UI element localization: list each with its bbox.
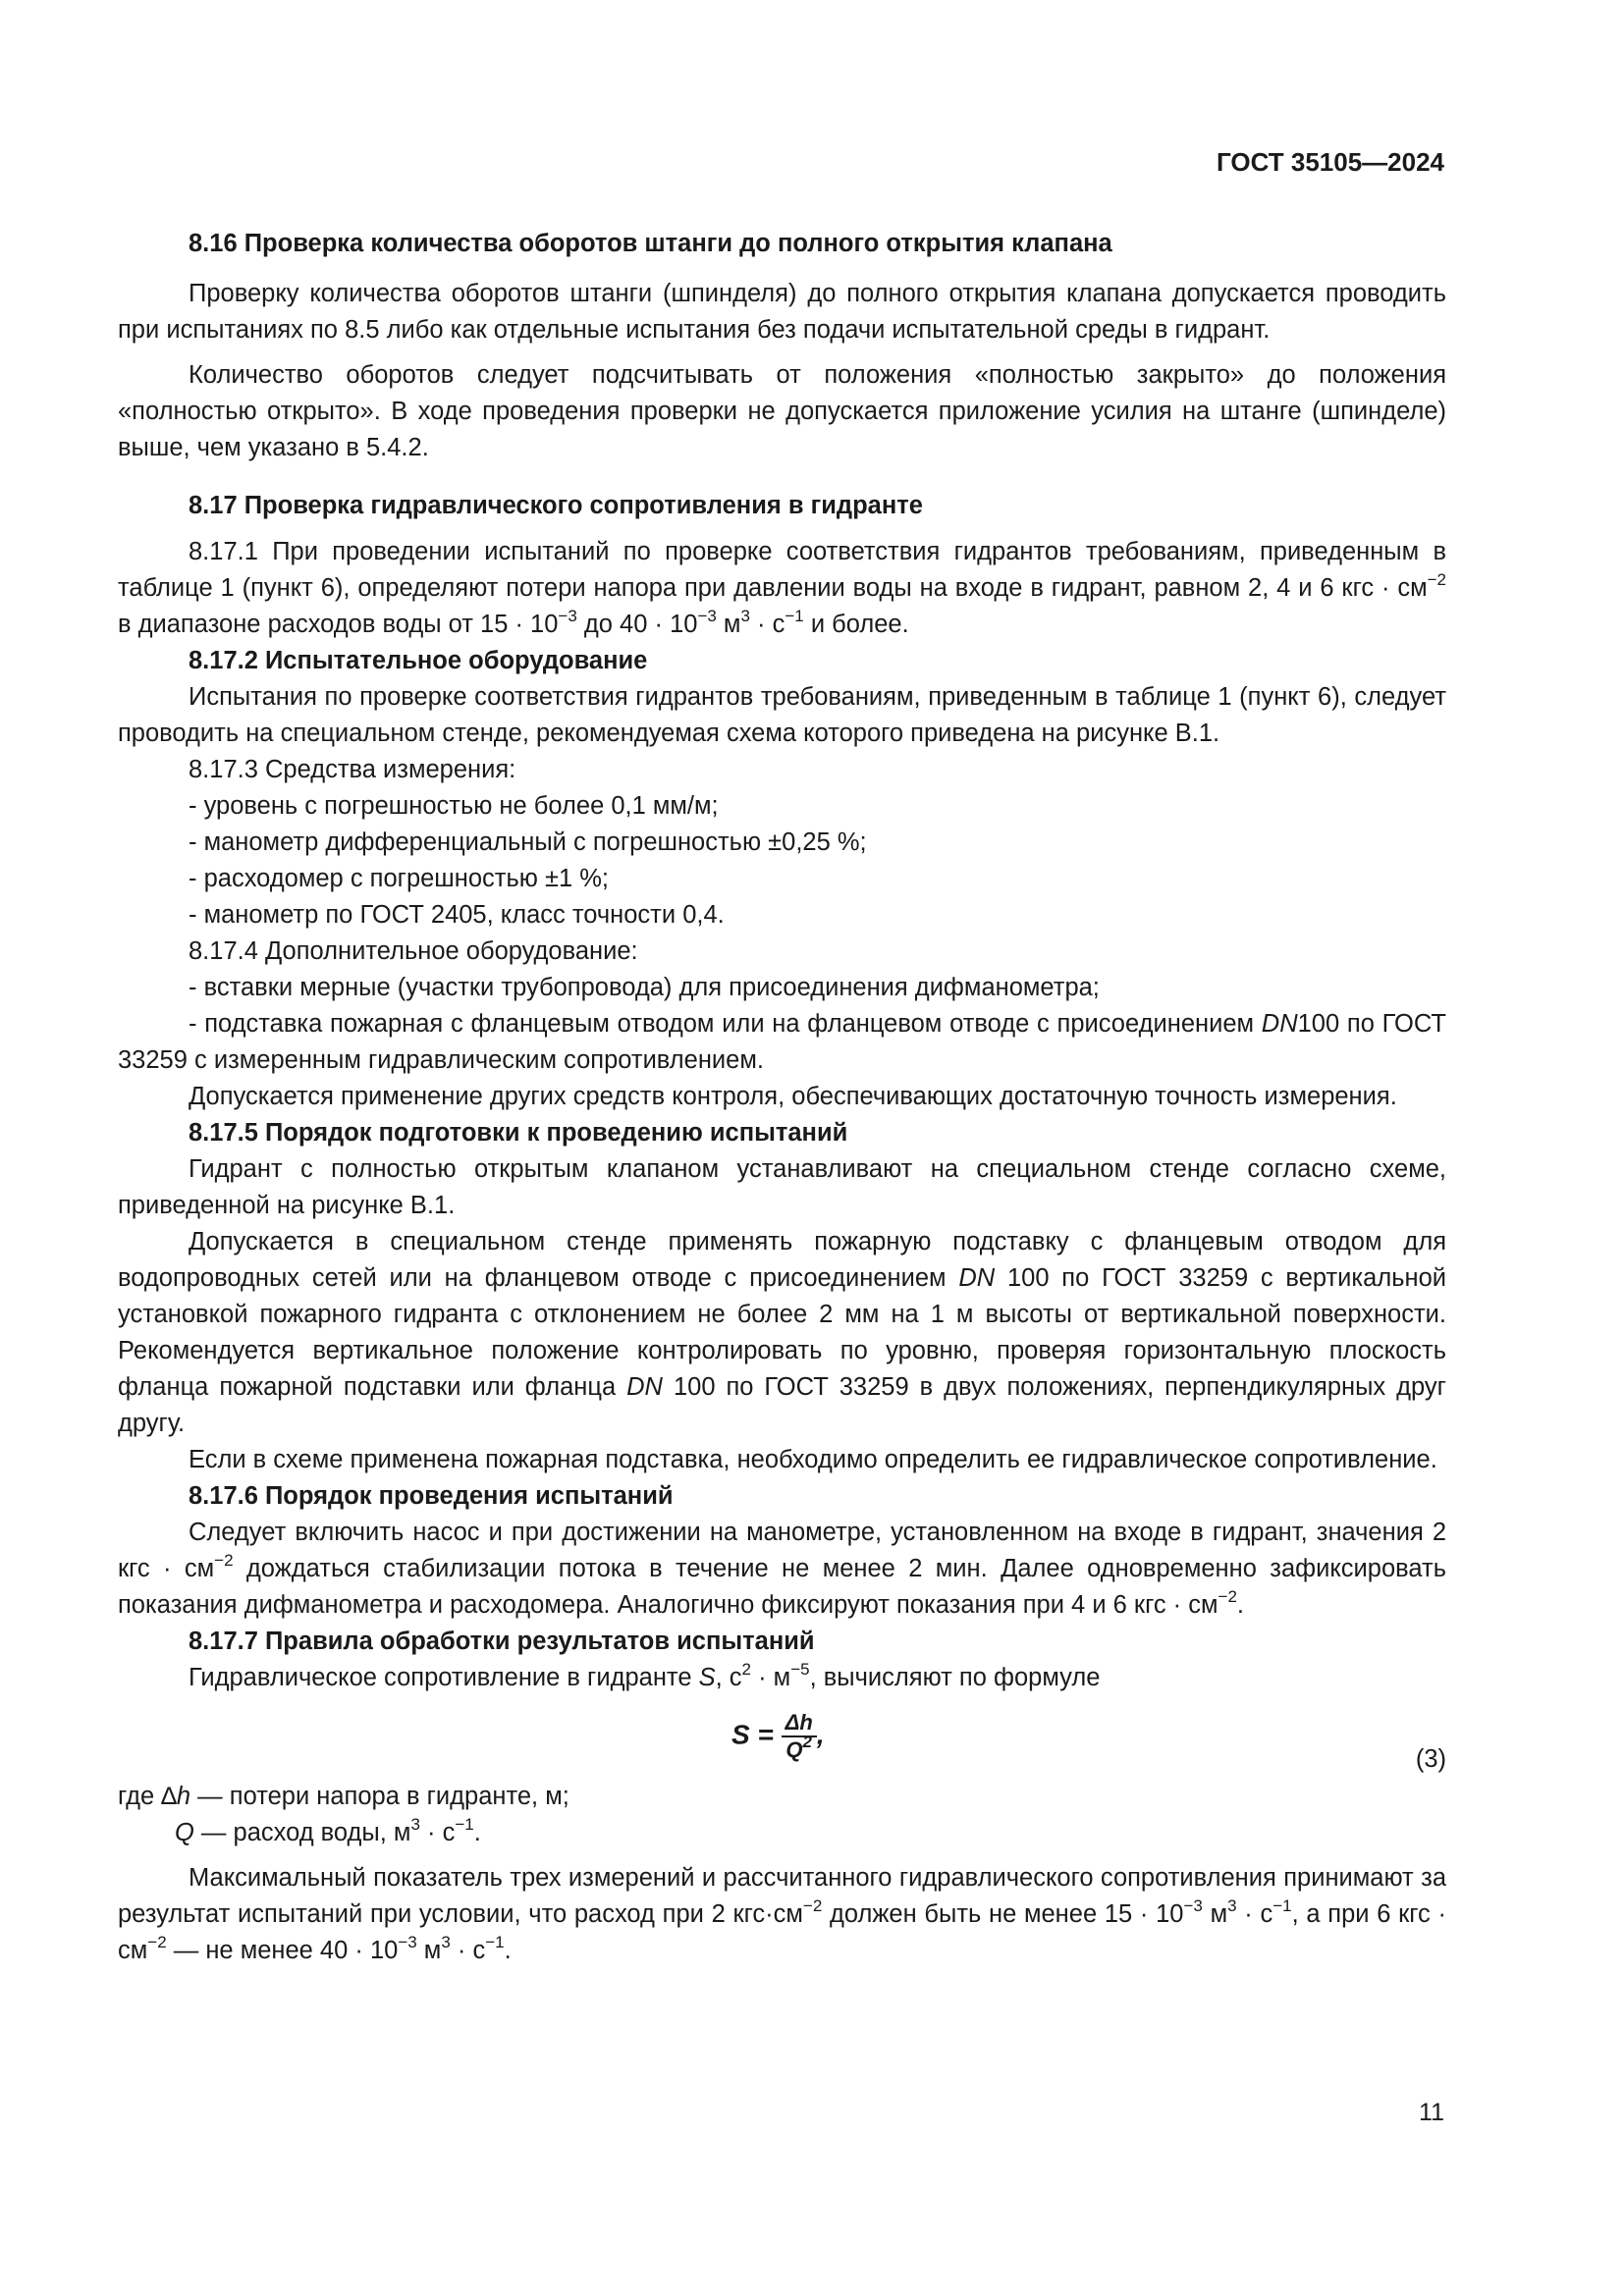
formula-comma: , (816, 1719, 825, 1750)
paragraph-8-17-1: 8.17.1 При проведении испытаний по проверке соответствия гидрантов требованиям, приведенным в таблице 1 (пункт 6), определяют потери напора при давлении воды на входе в гидрант, равном 2, 4 и 6 кгс · $см^{-2}$ в диапазоне расходов воды от $15 \cdot 10^{-3}$ до $40 \cdot 10^{-3}$ $м^3 \cdot с^{-1}$ и более. (118, 538, 1446, 638)
paragraph: Допускается применение других средств контроля, обеспечивающих достаточную точность измерения. (189, 1083, 1397, 1110)
paragraph: Проверку количества оборотов штанги (шпинделя) до полного открытия клапана допускается проводить при испытаниях по 8.5 либо как отдельные испытания без подачи испытательной среды в гидрант. (118, 280, 1446, 344)
document-body (118, 226, 1446, 1969)
list-item: - манометр дифференциальный с погрешностью ±0,25 %; (189, 828, 867, 856)
paragraph: Допускается в специальном стенде применять пожарную подставку с фланцевым отводом для водопроводных сетей или на фланцевом отводе с присоединением DN 100 по ГОСТ 33259 с вертикальной установкой пожарного гидранта с отклонением не более 2 мм на 1 м высоты от вертикальной поверхности. Рекомендуется вертикальное положение контролировать по уровню, проверяя горизонтальную плоскость фланца пожарной подставки или фланца DN 100 по ГОСТ 33259 в двух положениях, перпендикулярных друг другу. (118, 1228, 1446, 1437)
formula-lhs: S = (731, 1719, 774, 1750)
paragraph: Испытания по проверке соответствия гидрантов требованиям, приведенным в таблице 1 (пункт 6), следует проводить на специальном стенде, рекомендуемая схема которого приведена на рисунке В.1. (118, 683, 1446, 747)
subsection-8-17-6-title: 8.17.6 Порядок проведения испытаний (189, 1482, 674, 1510)
subsection-8-17-3-title: 8.17.3 Средства измерения: (189, 756, 516, 783)
subsection-8-17-7-title: 8.17.7 Правила обработки результатов испытаний (189, 1628, 815, 1655)
list-item: - вставки мерные (участки трубопровода) для присоединения дифманометра; (189, 974, 1100, 1001)
paragraph: Гидравлическое сопротивление в гидранте S, $с^2 \cdot м^{-5}$, вычисляют по формуле (189, 1659, 1101, 1691)
formula-legend-q: Q — расход воды, $м^3 \cdot с^{-1}$. (175, 1814, 481, 1846)
subsection-8-17-5-title: 8.17.5 Порядок подготовки к проведению испытаний (189, 1119, 848, 1147)
section-8-17-title: 8.17 Проверка гидравлического сопротивления в гидранте (189, 492, 923, 519)
list-item: - манометр по ГОСТ 2405, класс точности 0,4. (189, 901, 725, 929)
paragraph: Количество оборотов следует подсчитывать от положения «полностью закрыто» до положения «полностью открыто». В ходе проведения проверки не допускается приложение усилия на штанге (шпинделе) выше, чем указано в 5.4.2. (118, 361, 1446, 461)
paragraph-final: Максимальный показатель трех измерений и рассчитанного гидравлического сопротивления принимают за результат испытаний при условии, что расход при 2 $кгс\cdot см^{-2}$ должен быть не менее $15 \cdot 10^{-3}$ $м^3 \cdot с^{-1}$, а при 6 кгс · $см^{-2}$ — не менее $40 \cdot 10^{-3}$ $м^3 \cdot с^{-1}$. (118, 1864, 1446, 1964)
formula-expression (731, 1710, 825, 1763)
formula-fraction (782, 1710, 817, 1763)
formula-number: (3) (1415, 1745, 1446, 1773)
list-item: - расходомер с погрешностью ±1 %; (189, 865, 609, 892)
page-number: 11 (1419, 2099, 1444, 2126)
paragraph: Гидрант с полностью открытым клапаном устанавливают на специальном стенде согласно схеме, приведенной на рисунке В.1. (118, 1155, 1446, 1219)
subsection-8-17-2-title: 8.17.2 Испытательное оборудование (189, 647, 648, 674)
formula-numerator: Δh (782, 1710, 817, 1737)
list-item: - подставка пожарная с фланцевым отводом или на фланцевом отводе с присоединением DN100 по ГОСТ 33259 с измеренным гидравлическим сопротивлением. (118, 1010, 1446, 1074)
document-id: ГОСТ 35105—2024 (1217, 147, 1444, 177)
list-item: - уровень с погрешностью не более 0,1 мм/м; (189, 792, 719, 820)
paragraph: Если в схеме применена пожарная подставка, необходимо определить ее гидравлическое сопротивление. (189, 1446, 1437, 1473)
formula-3 (118, 1704, 1446, 1779)
formula-denominator: $Q^2$ (785, 1732, 812, 1762)
subsection-8-17-4-title: 8.17.4 Дополнительное оборудование: (189, 937, 638, 965)
formula-legend-delta-h: где ∆h — потери напора в гидранте, м; (118, 1783, 569, 1810)
section-8-16-title: 8.16 Проверка количества оборотов штанги до полного открытия клапана (189, 230, 1112, 257)
paragraph: Следует включить насос и при достижении на манометре, установленном на входе в гидрант, значения 2 кгс · $см^{-2}$ дождаться стабилизации потока в течение не менее 2 мин. Далее одновременно зафиксировать показания дифманометра и расходомера. Аналогично фиксируют показания при 4 и 6 кгс · $см^{-2}$. (118, 1519, 1447, 1619)
